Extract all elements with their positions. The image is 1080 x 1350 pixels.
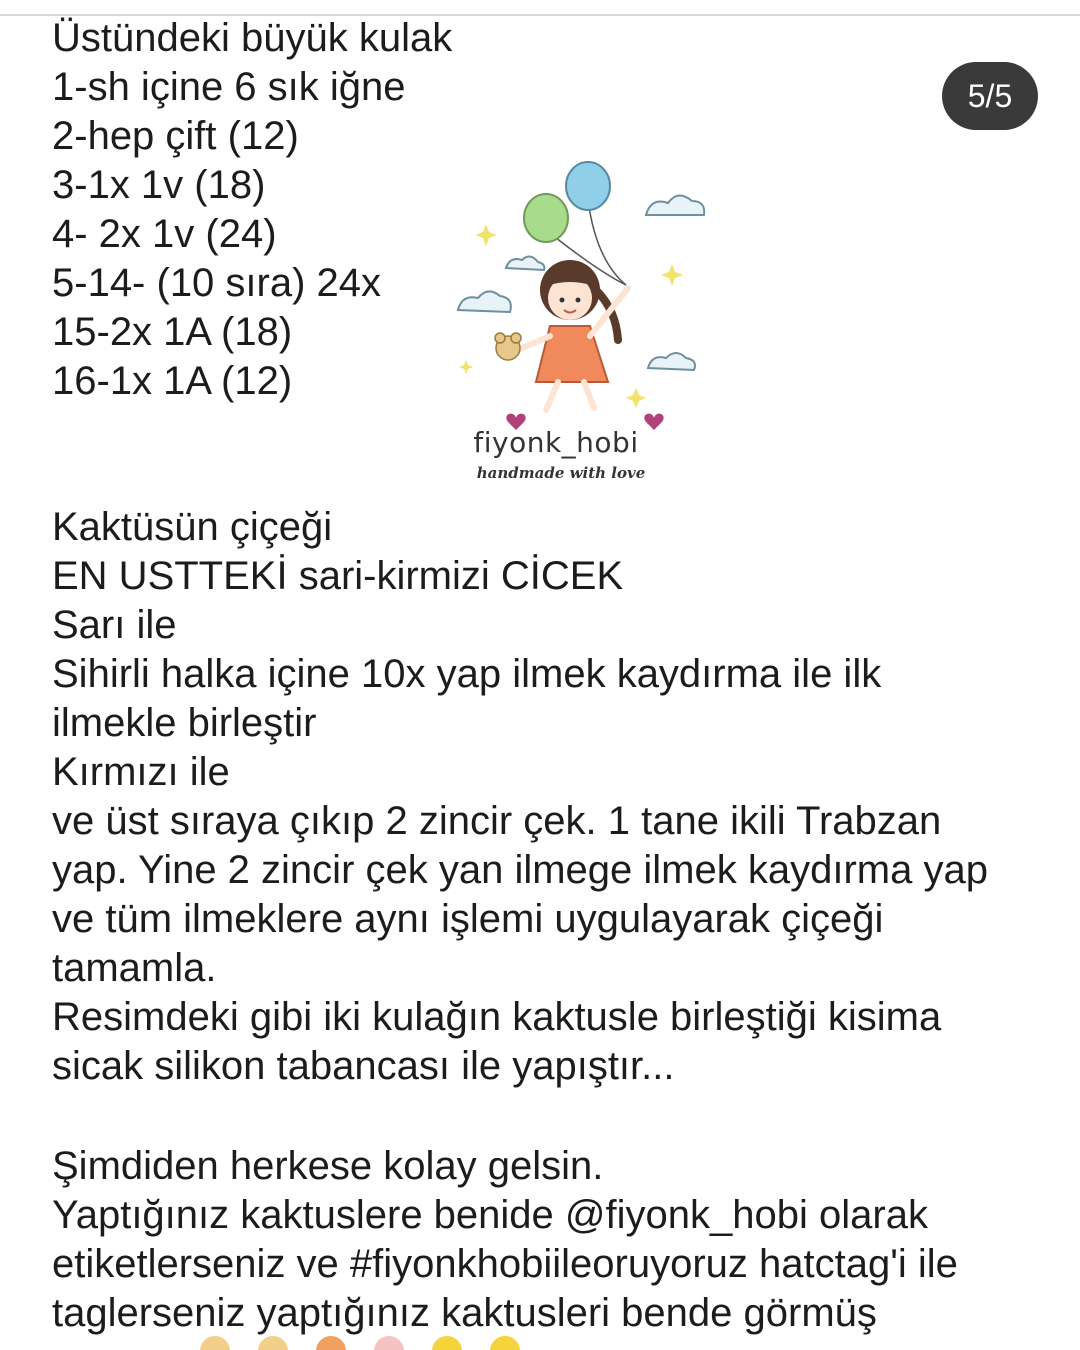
instruction-line: 4- 2x 1v (24) [52, 212, 277, 256]
instruction-line: Yaptığınız kaktuslere benide @fiyonk_hobi olarak [52, 1193, 928, 1237]
smiley-emoji-icon [432, 1336, 462, 1350]
instruction-line: ve tüm ilmeklere aynı işlemi uygulayarak çiçeği [52, 897, 884, 941]
brand-logo [446, 160, 716, 490]
flower-emoji-icon [374, 1336, 404, 1350]
instruction-line: Kaktüsün çiçeği [52, 505, 333, 549]
instruction-line: 3-1x 1v (18) [52, 163, 266, 207]
instruction-line: ve üst sıraya çıkıp 2 zincir çek. 1 tane ikili Trabzan [52, 799, 942, 843]
page-counter-badge: 5/5 [942, 62, 1038, 130]
instruction-line: etiketlerseniz ve #fiyonkhobiileoruyoruz hatctag'i ile [52, 1242, 958, 1286]
logo-name: fiyonk_hobi [473, 426, 639, 459]
instruction-line: 16-1x 1A (12) [52, 359, 293, 403]
instruction-line: 2-hep çift (12) [52, 114, 299, 158]
emoji-row [200, 1336, 520, 1350]
logo-tagline: handmade with love [476, 464, 646, 482]
sun-emoji-icon [258, 1336, 288, 1350]
instruction-line: Sarı ile [52, 603, 177, 647]
instruction-line: tamamla. [52, 946, 217, 990]
instruction-block-flower [52, 503, 1052, 1091]
instruction-line: Üstündeki büyük kulak [52, 16, 453, 60]
instruction-line: Sihirli halka içine 10x yap ilmek kaydırma ile ilk [52, 652, 882, 696]
instruction-block-closing [52, 1142, 1052, 1338]
instruction-line: sicak silikon tabancası ile yapıştır... [52, 1044, 675, 1088]
instruction-line: Şimdiden herkese kolay gelsin. [52, 1144, 604, 1188]
instruction-line: 5-14- (10 sıra) 24x [52, 261, 382, 305]
instruction-line: 1-sh içine 6 sık iğne [52, 65, 406, 109]
instruction-line: ilmekle birleştir [52, 701, 317, 745]
girl-with-balloons-illustration-icon [446, 160, 716, 430]
instruction-line: EN USTTEKİ sari-kirmizi CİCEK [52, 554, 624, 598]
instruction-line: Resimdeki gibi iki kulağın kaktusle birleştiği kisima [52, 995, 942, 1039]
sun-emoji-icon [200, 1336, 230, 1350]
instruction-line: 15-2x 1A (18) [52, 310, 293, 354]
cat-emoji-icon [316, 1336, 346, 1350]
instruction-line: Kırmızı ile [52, 750, 230, 794]
instruction-line: yap. Yine 2 zincir çek yan ilmege ilmek kaydırma yap [52, 848, 988, 892]
smiley-emoji-icon [490, 1336, 520, 1350]
instruction-line: taglerseniz yaptığınız kaktusleri bende görmüş [52, 1291, 877, 1335]
